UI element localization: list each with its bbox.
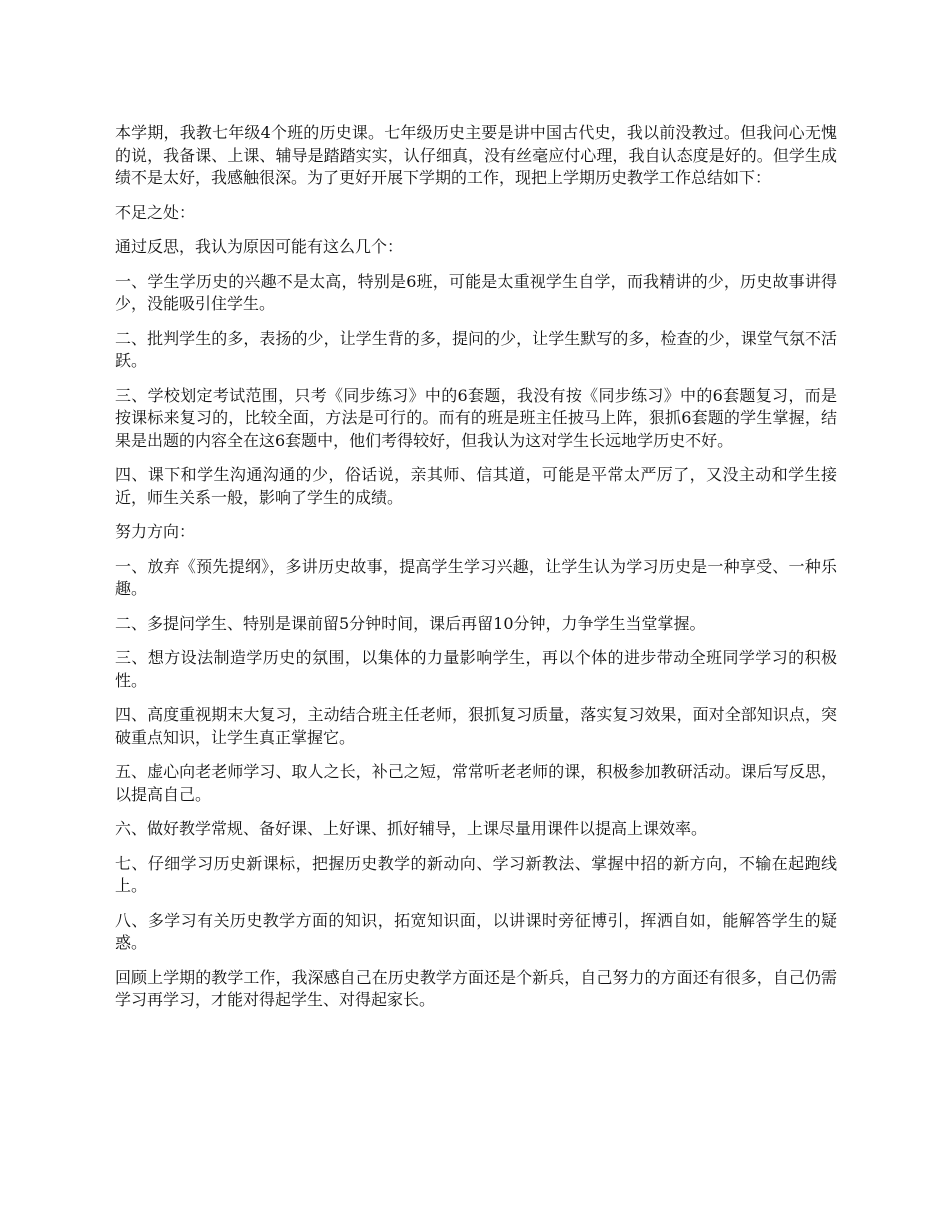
direction-item-4: 四、高度重视期末大复习，主动结合班主任老师，狠抓复习质量，落实复习效果，面对全部知识点，突破重点知识，让学生真正掌握它。 xyxy=(115,705,837,747)
intro-paragraph: 本学期，我教七年级4个班的历史课。七年级历史主要是讲中国古代史，我以前没教过。但我问心无愧的说，我备课、上课、辅导是踏踏实实，认仔细真，没有丝毫应付心理，我自认态度是好的。但学生成绩不是太好，我感触很深。为了更好开展下学期的工作，现把上学期历史教学工作总结如下： xyxy=(115,123,837,187)
conclusion-paragraph: 回顾上学期的教学工作，我深感自己在历史教学方面还是个新兵，自己努力的方面还有很多，自己仍需学习再学习，才能对得起学生、对得起家长。 xyxy=(115,967,837,1009)
shortcoming-item-1: 一、学生学历史的兴趣不是太高，特别是6班，可能是太重视学生自学，而我精讲的少，历史故事讲得少，没能吸引住学生。 xyxy=(115,271,837,313)
direction-item-3: 三、想方设法制造学历史的氛围，以集体的力量影响学生，再以个体的进步带动全班同学学习的积极性。 xyxy=(115,648,837,690)
reflection-paragraph: 通过反思，我认为原因可能有这么几个： xyxy=(115,237,404,256)
direction-item-2: 二、多提问学生、特别是课前留5分钟时间，课后再留10分钟，力争学生当堂掌握。 xyxy=(115,613,706,633)
direction-item-8: 八、多学习有关历史教学方面的知识，拓宽知识面，以讲课时旁征博引，挥洒自如，能解答学生的疑惑。 xyxy=(115,910,837,952)
direction-item-5: 五、虚心向老老师学习、取人之长，补己之短，常常听老老师的课，积极参加教研活动。课后写反思，以提高自己。 xyxy=(115,762,837,804)
document-page xyxy=(115,122,837,1024)
shortcoming-item-4: 四、课下和学生沟通沟通的少，俗话说，亲其师、信其道，可能是平常太严厉了，又没主动和学生接近，师生关系一般，影响了学生的成绩。 xyxy=(115,465,837,507)
shortcoming-item-2: 二、批判学生的多，表扬的少，让学生背的多，提问的少，让学生默写的多，检查的少，课堂气氛不活跃。 xyxy=(115,328,837,370)
direction-item-7: 七、仔细学习历史新课标，把握历史教学的新动向、学习新教法、掌握中招的新方向，不输在起跑线上。 xyxy=(115,853,837,895)
direction-item-6: 六、做好教学常规、备好课、上好课、抓好辅导，上课尽量用课件以提高上课效率。 xyxy=(115,819,708,838)
direction-item-1: 一、放弃《预先提纲》，多讲历史故事，提高学生学习兴趣，让学生认为学习历史是一种享受、一种乐趣。 xyxy=(115,556,837,598)
shortcoming-item-3: 三、学校划定考试范围，只考《同步练习》中的6套题，我没有按《同步练习》中的6套题复习，而是按课标来复习的，比较全面，方法是可行的。而有的班是班主任披马上阵，狠抓6套题的学生掌握，结果是出题的内容全在这6套题中，他们考得较好，但我认为这对学生长远地学历史不好。 xyxy=(115,385,837,450)
section-heading-shortcomings: 不足之处： xyxy=(115,202,196,222)
section-heading-directions: 努力方向： xyxy=(115,522,196,541)
